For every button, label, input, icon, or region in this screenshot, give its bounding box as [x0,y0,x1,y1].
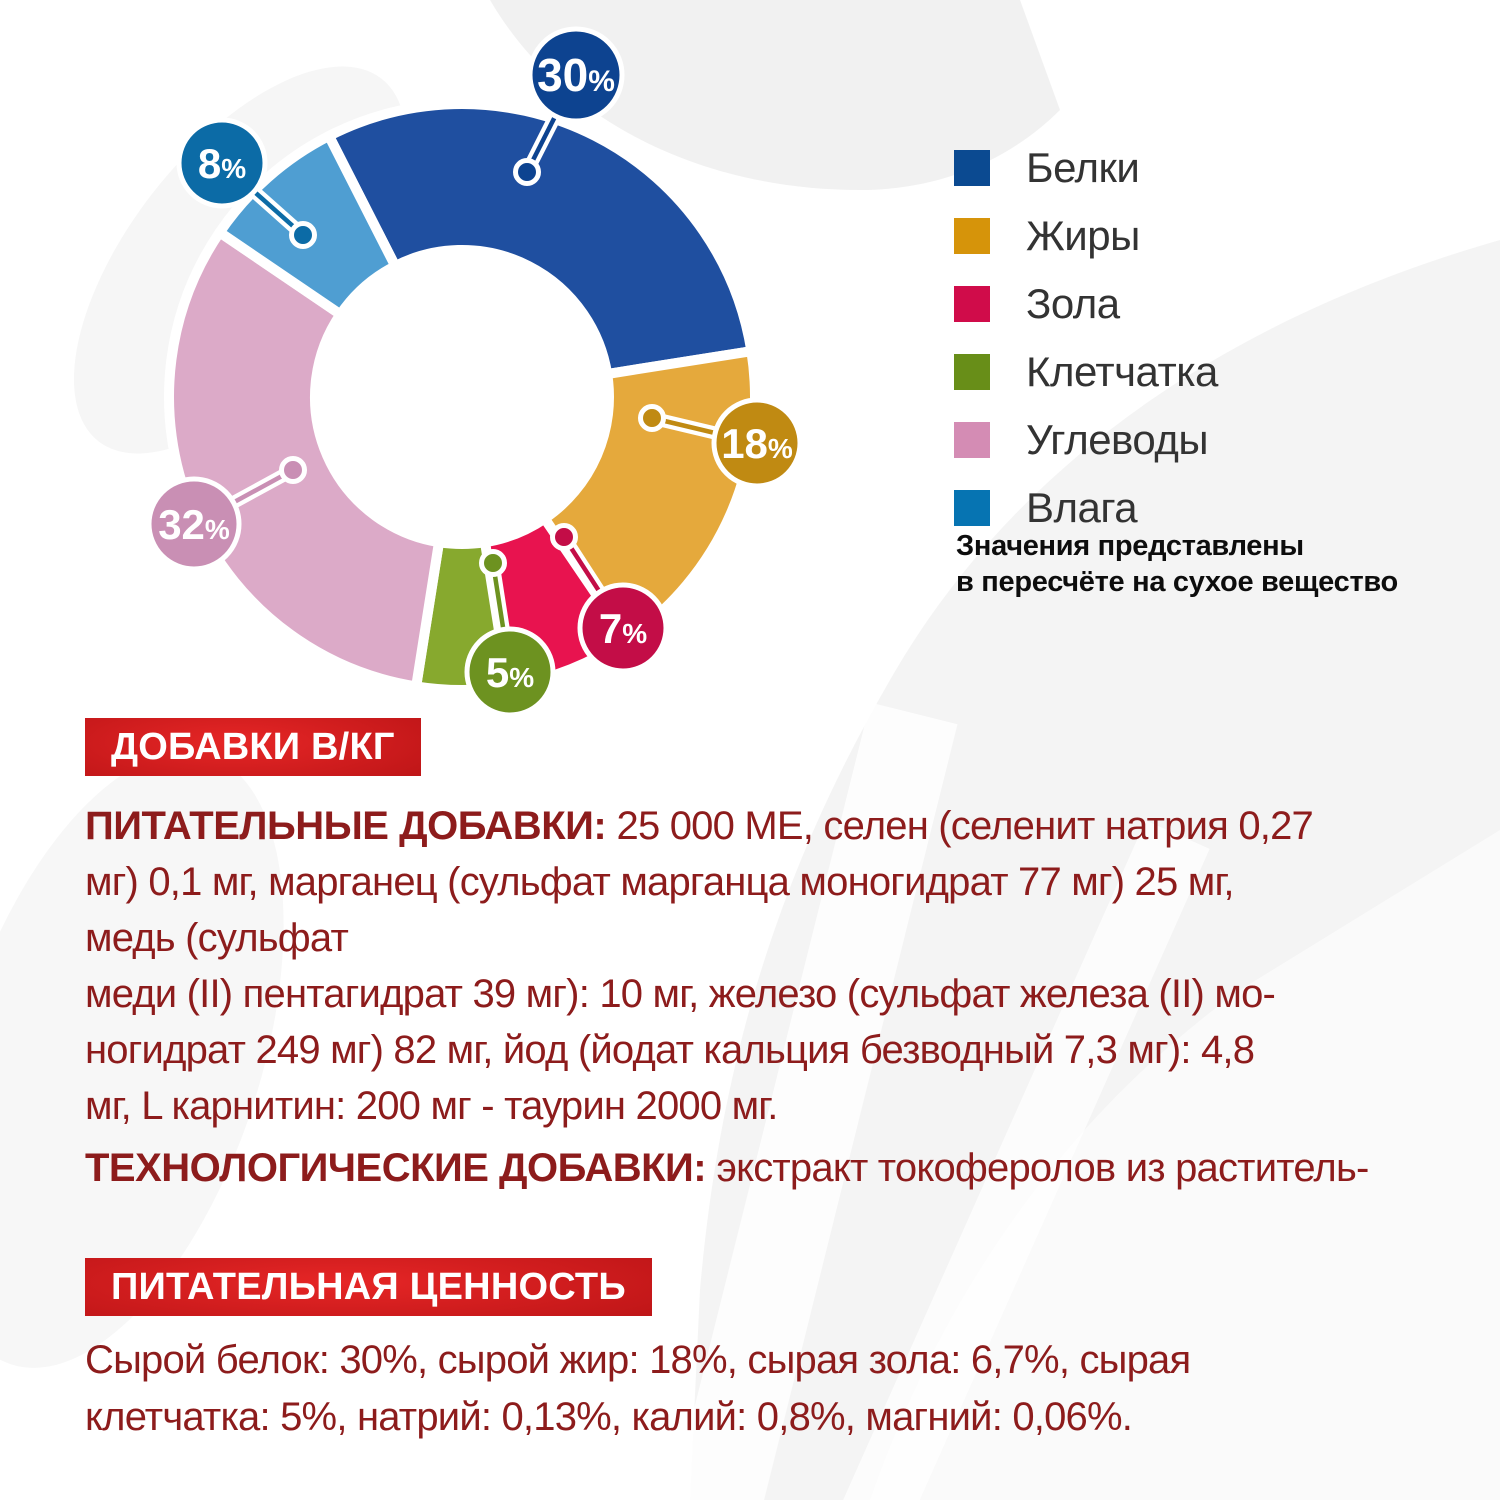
percent-badge-label: 5% [485,649,535,696]
legend-label: Клетчатка [1026,348,1218,395]
text-line: меди (II) пентагидрат 39 мг): 10 мг, железо (сульфат железа (II) мо- [85,972,1276,1016]
legend-swatch-ash [954,286,990,322]
nutrition-value-text [85,1332,1190,1446]
text-line: ногидрат 249 мг) 82 мг, йод (йодат кальция безводный 7,3 мг): 4,8 [85,1028,1255,1072]
text-line [85,798,1313,854]
text-fragment: экстракт токоферолов из раститель- [716,1146,1369,1190]
legend-label: Углеводы [1026,416,1209,463]
donut-chart [0,0,920,760]
percent-badge-label: 8% [197,140,247,187]
callout-dot [641,407,664,430]
text-line [85,1140,1369,1196]
chart-note-line2: в пересчёте на сухое вещество [956,566,1398,598]
legend-swatch-proteins [954,150,990,186]
donut-slice-Углеводы [169,232,439,686]
chart-note-line1: Значения представлены [956,530,1304,562]
nutritional-additives-lead: ПИТАТЕЛЬНЫЕ ДОБАВКИ: [85,804,607,848]
percent-badge-label: 18% [721,420,793,467]
technological-additives-text [85,1140,1369,1196]
text-line: мг, L карнитин: 200 мг - таурин 2000 мг. [85,1084,778,1128]
callout-dot [553,526,576,549]
percent-badge-label: 30% [537,49,615,101]
nutritional-additives-text [85,798,1313,1134]
chart-legend [954,144,1218,558]
text-line: мг) 0,1 мг, марганец (сульфат марганца моногидрат 77 мг) 25 мг, [85,860,1234,904]
additives-banner: ДОБАВКИ В/КГ [85,718,421,776]
legend-swatch-carbs [954,422,990,458]
legend-label: Влага [1026,484,1138,531]
percent-badge-label: 32% [158,501,230,548]
callout-dot [482,552,505,575]
legend-item [954,212,1218,259]
legend-item [954,484,1218,531]
chart-note [956,528,1398,600]
text-line: медь (сульфат [85,916,348,960]
legend-label: Белки [1026,144,1140,191]
legend-label: Жиры [1026,212,1140,259]
nutrition-value-banner: ПИТАТЕЛЬНАЯ ЦЕННОСТЬ [85,1258,652,1316]
text-line: Сырой белок: 30%, сырой жир: 18%, сырая зола: 6,7%, сырая [85,1338,1191,1382]
technological-additives-lead: ТЕХНОЛОГИЧЕСКИЕ ДОБАВКИ: [85,1146,707,1190]
callout-dot [516,161,539,184]
legend-item [954,348,1218,395]
legend-swatch-fats [954,218,990,254]
callout-dot [292,224,315,247]
percent-badge-label: 7% [598,605,648,652]
text-line: клетчатка: 5%, натрий: 0,13%, калий: 0,8%, магний: 0,06%. [85,1395,1133,1439]
legend-swatch-moisture [954,490,990,526]
legend-item [954,416,1218,463]
legend-label: Зола [1026,280,1120,327]
legend-item [954,144,1218,191]
callout-dot [282,459,305,482]
legend-item [954,280,1218,327]
text-fragment: 25 000 МЕ, селен (селенит натрия 0,27 [616,804,1313,848]
legend-swatch-fiber [954,354,990,390]
